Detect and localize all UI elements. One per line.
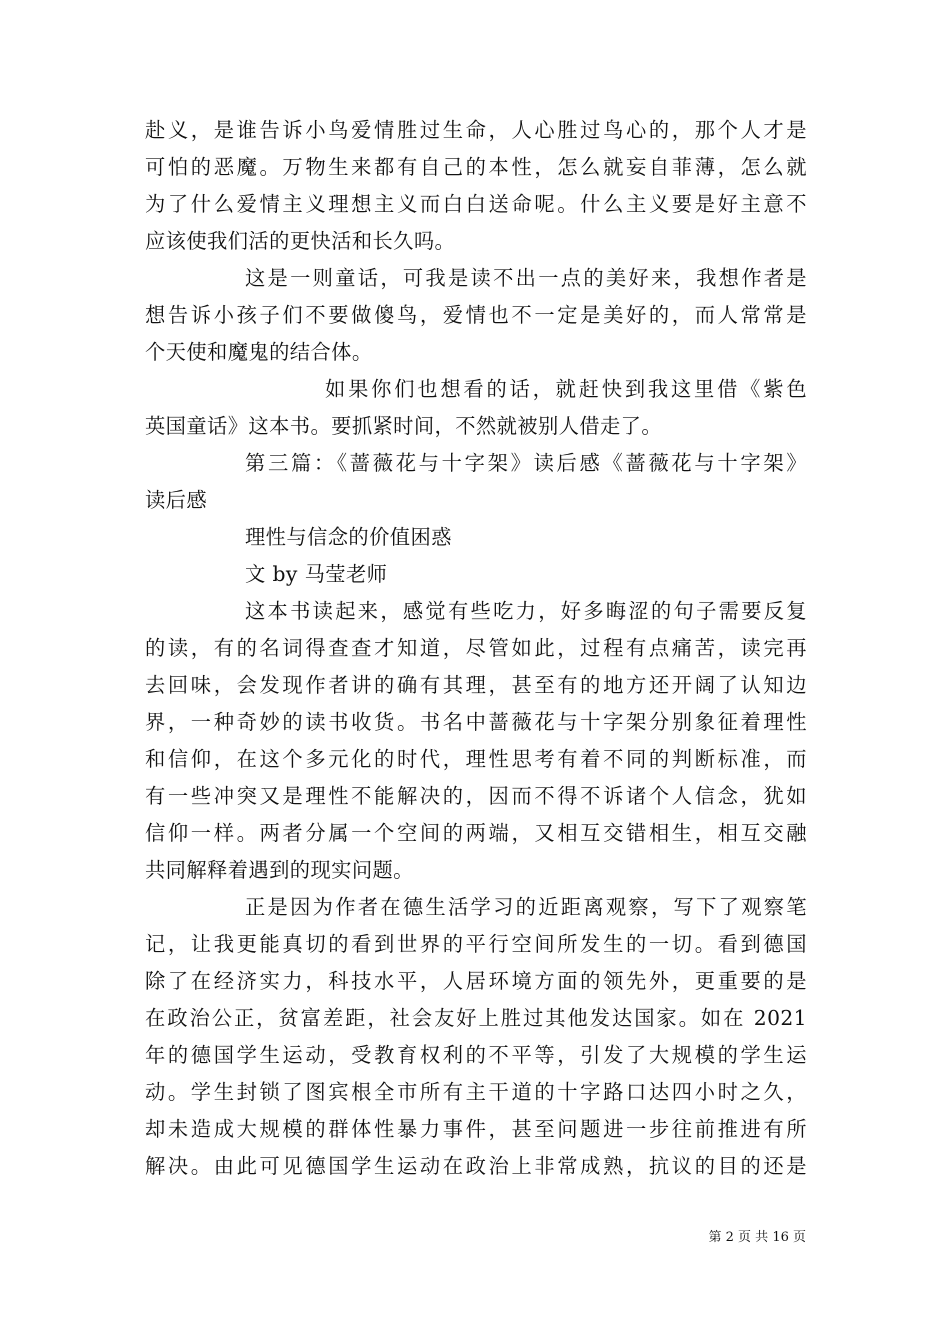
text-line: 如果你们也想看的话，就赶快到我这里借《紫色 xyxy=(325,377,807,401)
text-line: 信仰一样。两者分属一个空间的两端，又相互交错相生，相互交融 xyxy=(145,821,807,845)
text-line: 这是一则童话，可我是读不出一点的美好来，我想作者是 xyxy=(245,266,807,290)
text-line: 去回味，会发现作者讲的确有其理，甚至有的地方还开阔了认知边 xyxy=(145,673,807,697)
text-line: 界，一种奇妙的读书收货。书名中蔷薇花与十字架分别象征着理性 xyxy=(145,710,807,734)
paragraph xyxy=(145,260,807,371)
text-line: 有一些冲突又是理性不能解决的，因而不得不诉诸个人信念，犹如 xyxy=(145,784,807,808)
document-page xyxy=(145,112,807,1185)
text-line: 应该使我们活的更快活和长久吗。 xyxy=(145,229,456,253)
text-line: 英国童话》这本书。要抓紧时间，不然就被别人借走了。 xyxy=(145,414,663,438)
text-line: 却未造成大规模的群体性暴力事件，甚至问题进一步往前推进有所 xyxy=(145,1117,807,1141)
text-line: 共同解释着遇到的现实问题。 xyxy=(145,858,414,882)
paragraph xyxy=(145,556,807,593)
text-line: 个天使和魔鬼的结合体。 xyxy=(145,340,373,364)
text-line: 正是因为作者在德生活学习的近距离观察，写下了观察笔 xyxy=(245,895,807,919)
text-line: 文 by 马莹老师 xyxy=(245,562,388,586)
text-line: 这本书读起来，感觉有些吃力，好多晦涩的句子需要反复 xyxy=(245,599,807,623)
text-line: 想告诉小孩子们不要做傻鸟，爱情也不一定是美好的，而人常常是 xyxy=(145,303,807,327)
text-line: 读后感 xyxy=(145,488,208,512)
text-line: 除了在经济实力，科技水平，人居环境方面的领先外，更重要的是 xyxy=(145,969,807,993)
text-line: 解决。由此可见德国学生运动在政治上非常成熟，抗议的目的还是 xyxy=(145,1154,807,1178)
paragraph xyxy=(145,519,807,556)
text-line: 理性与信念的价值困惑 xyxy=(245,525,452,549)
paragraph xyxy=(145,112,807,260)
text-line: 记，让我更能真切的看到世界的平行空间所发生的一切。看到德国 xyxy=(145,932,807,956)
text-line: 的读，有的名词得查查才知道，尽管如此，过程有点痛苦，读完再 xyxy=(145,636,807,660)
paragraph xyxy=(145,445,807,519)
text-line: 可怕的恶魔。万物生来都有自己的本性，怎么就妄自菲薄，怎么就 xyxy=(145,155,807,179)
page-footer: 第 2 页 共 16 页 xyxy=(708,1230,806,1245)
text-line: 第三篇：《蔷薇花与十字架》读后感《蔷薇花与十字架》 xyxy=(245,451,807,475)
text-line: 为了什么爱情主义理想主义而白白送命呢。什么主义要是好主意不 xyxy=(145,192,807,216)
text-line: 年的德国学生运动，受教育权利的不平等，引发了大规模的学生运 xyxy=(145,1043,807,1067)
paragraph xyxy=(145,371,807,445)
text-line: 在政治公正，贫富差距，社会友好上胜过其他发达国家。如在 2021 xyxy=(145,1006,807,1030)
paragraph xyxy=(145,593,807,889)
text-line: 和信仰，在这个多元化的时代，理性思考有着不同的判断标准，而 xyxy=(145,747,807,771)
text-line: 赴义，是谁告诉小鸟爱情胜过生命，人心胜过鸟心的，那个人才是 xyxy=(145,118,807,142)
paragraph xyxy=(145,889,807,1185)
text-line: 动。学生封锁了图宾根全市所有主干道的十字路口达四小时之久， xyxy=(145,1080,807,1104)
